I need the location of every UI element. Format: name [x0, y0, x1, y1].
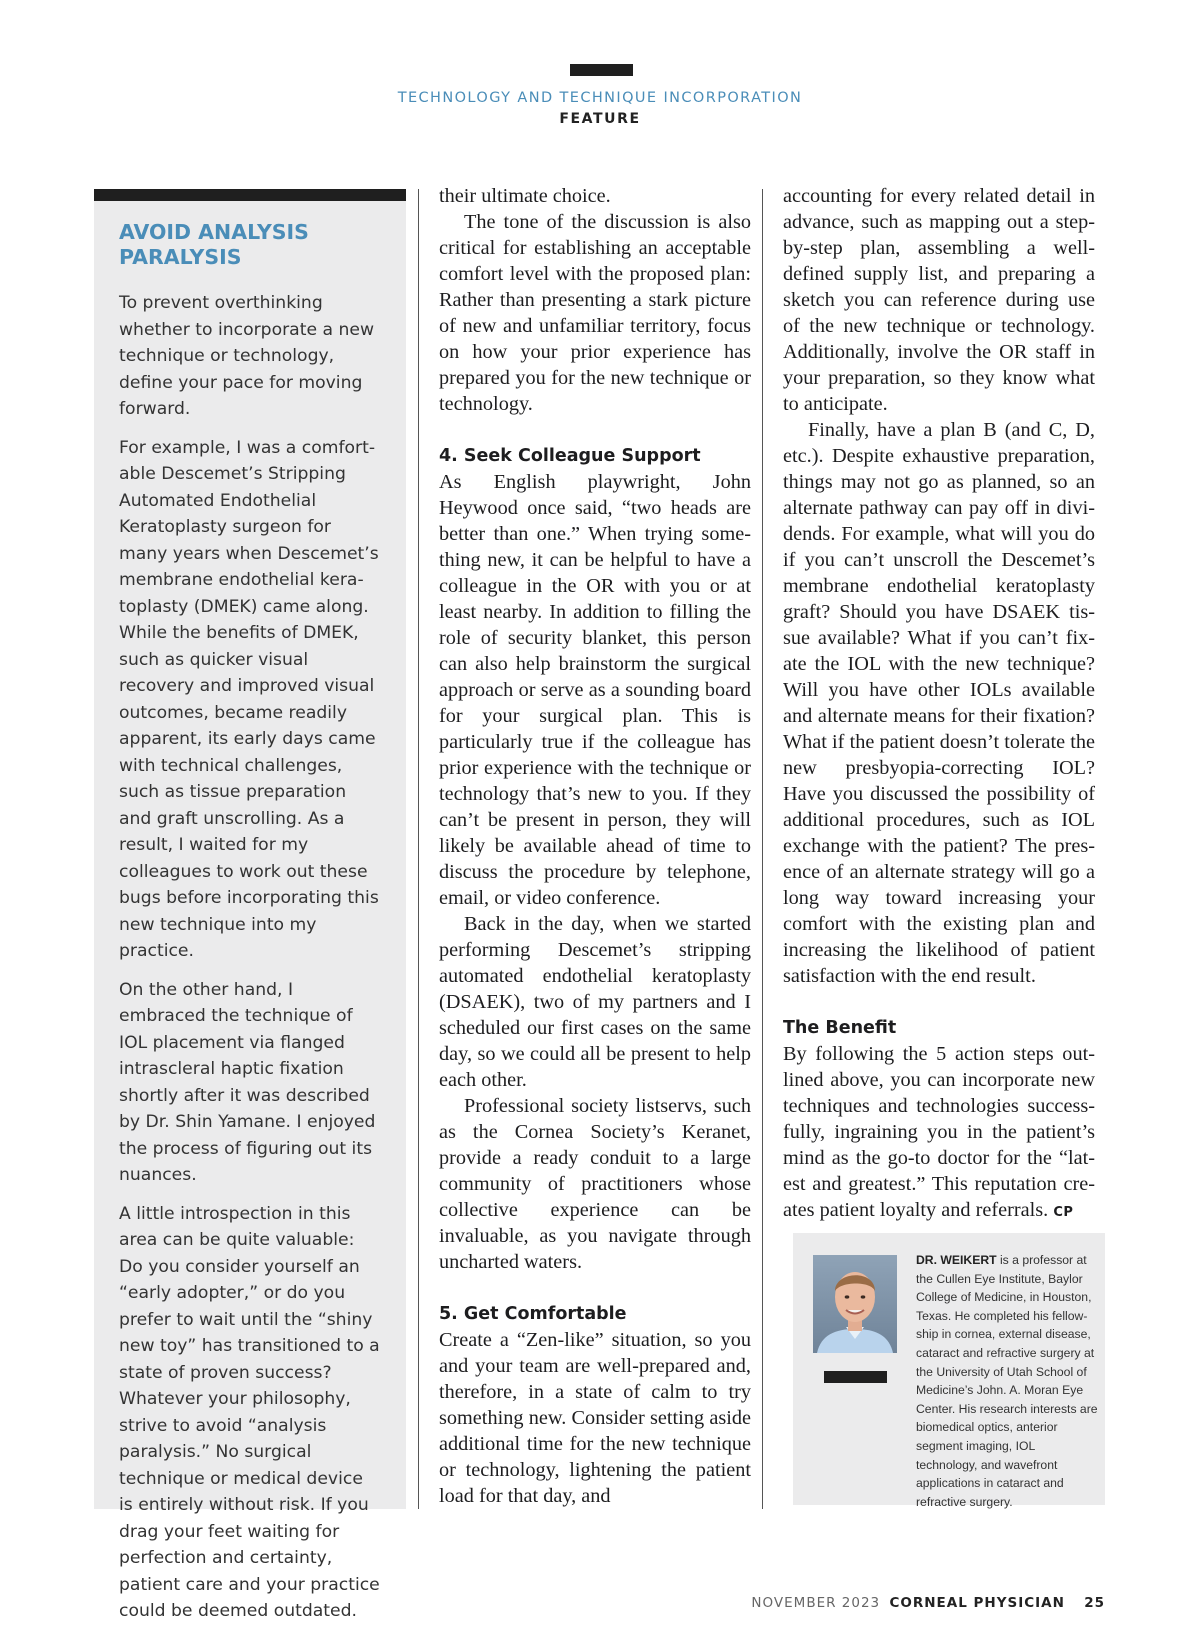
body-paragraph: their ultimate choice. [439, 185, 611, 207]
section-label: FEATURE [559, 111, 641, 127]
body-column-2 [439, 183, 751, 1509]
sidebar-paragraph: To prevent overthinking whether to incorporate a new technique or technology, define your pace for moving forward. [119, 293, 375, 419]
bio-description: is a professor at the Cullen Eye Institute, Baylor College of Medicine, in Houston, Texas. He completed his fellowship in cornea, external disease, cataract and refractive surgery at the University of Utah School of Medicine’s John. A. Moran Eye Center. His research interests are biomedical optics, anterior segment imaging, IOL technology, and wavefront applications in cataract and refractive surgery. [916, 1253, 1098, 1509]
subheading-get-comfortable: 5. Get Comfortable [439, 1304, 627, 1324]
body-paragraph: Create a “Zen-like” situation, so you and your team are well-prepared and, therefore, in a state of calm to try something new. Consider setting aside additional time for the new technique or technology, lightening the patient load for that day, and [439, 1329, 751, 1507]
page-footer [751, 1595, 1105, 1611]
closing-text: By following the 5 action steps outlined above, you can incorporate new techniques and technologies successfully, ingraining you in the patient’s mind as the go-to doctor for the “latest and greatest.” This reputation creates patient loyalty and referrals. [783, 1043, 1095, 1221]
body-paragraph: Finally, have a plan B (and C, D, etc.). Despite exhaustive preparation, things may not go as planned, so an alternate pathway can pay off in dividends. For example, what will you do if you can’t unscroll the Descemet’s membrane endothelial keratoplasty graft? Should you have DSAEK tissue available? What if you can’t fixate the IOL with the new technique? Will you have other IOLs available and alternate means for their fixation? What if the patient doesn’t tolerate the new presbyopia-correcting IOL? Have you discussed the possibility of additional procedures, such as IOL exchange with the patient? The presence of an alternate strategy will go a long way toward increasing your comfort with the existing plan and increasing the likelihood of patient satisfaction with the end result. [783, 419, 1095, 987]
subheading-colleague-support: 4. Seek Colleague Support [439, 446, 701, 466]
body-column-3 [783, 183, 1095, 1226]
page-number: 25 [1084, 1595, 1105, 1611]
sidebar-box [94, 189, 406, 1621]
top-decor-bar [570, 64, 633, 76]
sidebar-title: AVOID ANALYSIS PARALYSIS [119, 220, 309, 269]
sidebar-paragraph: On the other hand, I embraced the technique of IOL placement via flanged intrascleral haptic fixation shortly after it was described by Dr. Shin Yamane. I enjoyed the process of figuring out its nuances. [119, 979, 376, 1185]
author-bio-box [793, 1233, 1105, 1509]
sidebar-paragraph: For example, I was a comfortable Descemet’s Stripping Automated Endothelial Keratoplasty surgeon for many years when Descemet’s membrane endothelial keratoplasty (DMEK) came along. While the benefits of DMEK, such as quicker visual recovery and improved visual outcomes, became readily apparent, its early days came with technical challenges, such as tissue preparation and graft unscrolling. As a result, I waited for my colleagues to work out these bugs before incorporating this new technique into my practice. [119, 437, 379, 961]
column-rule [418, 189, 419, 1509]
body-paragraph: accounting for every related detail in advance, such as mapping out a step-by-step plan, assembling a well-defined supply list, and preparing a sketch you can reference during use of the new technique or technology. Additionally, involve the OR staff in your preparation, so they know what to anticipate. [783, 185, 1095, 415]
column-rule [762, 189, 763, 1509]
body-paragraph: As English playwright, John Heywood once said, “two heads are better than one.” When trying something new, it can be helpful to have a colleague in the OR with you or at least nearby. In addition to filling the role of security blanket, this person can also help brainstorm the surgical approach or serve as a sounding board for your surgical plan. This is particularly true if the colleague has prior experience with the technique or technology that’s new to you. If they can’t be present in person, they will likely be available ahead of time to discuss the procedure by telephone, email, or video conference. [439, 471, 751, 909]
photo-decor-bar [824, 1371, 887, 1383]
body-paragraph: Back in the day, when we started performing Descemet’s stripping automated endothelial keratoplasty (DSAEK), two of my partners and I scheduled our first cases on the same day, so we could all be present to help each other. [439, 913, 751, 1091]
issue-date: NOVEMBER 2023 [751, 1595, 881, 1611]
author-name: DR. WEIKERT [916, 1253, 997, 1267]
section-kicker: TECHNOLOGY AND TECHNIQUE INCORPORATION [397, 90, 803, 106]
end-mark: CP [1053, 1205, 1074, 1220]
sidebar-paragraph: A little introspection in this area can be quite valuable: Do you consider yourself an “early adopter,” or do you prefer to wait until the “shiny new toy” has transitioned to a state of proven success? Whatever your philosophy, strive to avoid “analysis paralysis.” No surgical technique or medical device is entirely without risk. If you drag your feet waiting for perfection and certainty, patient care and your practice could be deemed outdated. [119, 1203, 380, 1621]
bio-text [916, 1251, 1098, 1511]
body-paragraph: Professional society listservs, such as the Cornea Society’s Keranet, provide a ready conduit to a large community of practitioners whose collective experience can be invaluable, as you navigate through uncharted waters. [439, 1095, 751, 1273]
body-paragraph: The tone of the discussion is also critical for establishing an acceptable comfort level with the proposed plan: Rather than presenting a stark picture of new and unfamiliar territory, focus on how your prior experience has prepared you for the new technique or technology. [439, 211, 751, 415]
author-photo [813, 1255, 897, 1353]
body-paragraph [783, 1041, 1095, 1226]
author-portrait-icon [813, 1255, 897, 1353]
subheading-the-benefit: The Benefit [783, 1018, 897, 1038]
magazine-name: CORNEAL PHYSICIAN [889, 1595, 1065, 1611]
